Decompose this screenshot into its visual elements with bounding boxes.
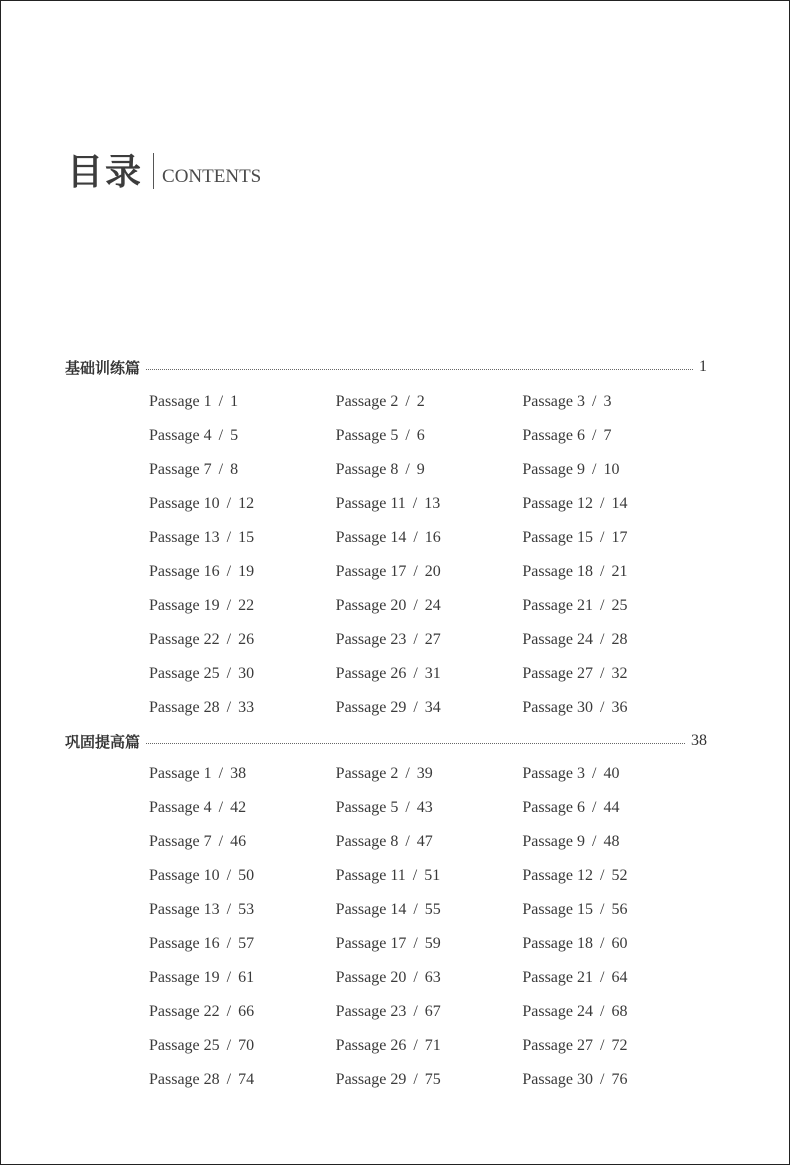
passage-label: Passage 10 <box>149 867 220 884</box>
slash-separator: / <box>226 529 232 546</box>
passage-label: Passage 27 <box>522 665 593 682</box>
passage-label: Passage 13 <box>149 901 220 918</box>
slash-separator: / <box>600 901 605 918</box>
passage-label: Passage 22 <box>149 631 220 648</box>
toc-entry[interactable] <box>336 393 523 411</box>
passage-label: Passage 6 <box>522 799 585 816</box>
slash-separator: / <box>218 427 224 444</box>
toc-entry[interactable] <box>149 1003 336 1021</box>
passage-page-number: 31 <box>424 665 441 682</box>
toc-entry[interactable] <box>522 631 709 649</box>
passage-page-number: 64 <box>611 969 628 986</box>
passage-page-number: 16 <box>424 529 441 546</box>
passage-page-number: 13 <box>424 495 441 512</box>
passage-label: Passage 25 <box>149 1037 220 1054</box>
slash-separator: / <box>592 427 597 444</box>
passage-label: Passage 24 <box>522 631 593 648</box>
passage-page-number: 48 <box>603 833 620 850</box>
toc-entry[interactable] <box>522 495 709 513</box>
passage-page-number: 34 <box>424 699 441 716</box>
toc-row <box>149 995 709 1029</box>
toc-entry[interactable] <box>522 563 709 581</box>
slash-separator: / <box>226 597 232 614</box>
passage-label: Passage 5 <box>335 799 399 816</box>
section-title: 基础训练篇 <box>65 358 141 377</box>
passage-page-number: 71 <box>424 1037 441 1054</box>
slash-separator: / <box>226 935 232 952</box>
toc-entry[interactable] <box>522 867 709 885</box>
toc-entry[interactable] <box>336 833 523 851</box>
toc-entry[interactable] <box>149 1071 336 1089</box>
slash-separator: / <box>412 495 418 512</box>
slash-separator: / <box>413 529 418 546</box>
section-1-entries <box>149 385 709 725</box>
passage-page-number: 12 <box>238 495 255 512</box>
toc-entry[interactable] <box>522 833 709 851</box>
page-title-chinese: 目录 <box>67 152 144 193</box>
slash-separator: / <box>600 529 605 546</box>
section-page-number: 1 <box>699 358 707 375</box>
passage-page-number: 56 <box>611 901 628 918</box>
slash-separator: / <box>413 563 418 580</box>
passage-page-number: 44 <box>603 799 620 816</box>
slash-separator: / <box>405 393 410 410</box>
passage-page-number: 5 <box>230 427 239 444</box>
slash-separator: / <box>600 495 605 512</box>
passage-label: Passage 2 <box>335 393 399 410</box>
passage-page-number: 63 <box>424 969 441 986</box>
section-2-entries <box>149 757 709 1097</box>
toc-entry[interactable] <box>336 631 523 649</box>
passage-page-number: 8 <box>230 461 239 478</box>
passage-label: Passage 13 <box>149 529 220 546</box>
passage-page-number: 38 <box>230 765 247 782</box>
toc-entry[interactable] <box>149 1037 336 1055</box>
slash-separator: / <box>405 427 410 444</box>
passage-page-number: 40 <box>603 765 620 782</box>
slash-separator: / <box>226 631 232 648</box>
toc-entry[interactable] <box>522 461 709 479</box>
passage-label: Passage 4 <box>149 427 212 444</box>
passage-label: Passage 16 <box>149 935 220 952</box>
toc-entry[interactable] <box>522 529 709 547</box>
passage-page-number: 47 <box>416 833 433 850</box>
passage-label: Passage 28 <box>149 1071 220 1088</box>
passage-label: Passage 15 <box>522 901 593 918</box>
toc-entry[interactable] <box>522 699 709 717</box>
toc-entry[interactable] <box>522 393 709 411</box>
passage-label: Passage 14 <box>335 901 407 918</box>
toc-entry[interactable] <box>336 1071 523 1089</box>
passage-label: Passage 17 <box>335 563 407 580</box>
passage-page-number: 51 <box>424 867 441 884</box>
slash-separator: / <box>218 833 224 850</box>
toc-row <box>149 791 709 825</box>
passage-page-number: 72 <box>611 1037 628 1054</box>
passage-page-number: 14 <box>611 495 628 512</box>
dotted-leader <box>146 369 693 370</box>
passage-page-number: 15 <box>238 529 255 546</box>
passage-label: Passage 12 <box>522 495 593 512</box>
passage-label: Passage 3 <box>522 765 585 782</box>
toc-entry[interactable] <box>336 935 523 953</box>
toc-entry[interactable] <box>336 901 523 919</box>
passage-page-number: 68 <box>611 1003 628 1020</box>
section-title: 巩固提高篇 <box>65 732 141 751</box>
passage-label: Passage 23 <box>335 631 407 648</box>
slash-separator: / <box>600 699 605 716</box>
toc-entry[interactable] <box>522 799 709 817</box>
toc-entry[interactable] <box>149 495 336 513</box>
slash-separator: / <box>600 1003 605 1020</box>
slash-separator: / <box>226 1037 232 1054</box>
passage-page-number: 10 <box>603 461 620 478</box>
passage-label: Passage 11 <box>335 495 406 512</box>
passage-label: Passage 10 <box>149 495 220 512</box>
passage-label: Passage 28 <box>149 699 220 716</box>
slash-separator: / <box>600 935 605 952</box>
slash-separator: / <box>218 765 224 782</box>
slash-separator: / <box>226 1071 232 1088</box>
passage-label: Passage 7 <box>149 461 212 478</box>
passage-label: Passage 26 <box>335 665 407 682</box>
passage-label: Passage 7 <box>149 833 212 850</box>
slash-separator: / <box>413 969 418 986</box>
toc-entry[interactable] <box>522 901 709 919</box>
passage-page-number: 61 <box>238 969 255 986</box>
passage-page-number: 1 <box>230 393 239 410</box>
passage-label: Passage 22 <box>149 1003 220 1020</box>
toc-entry[interactable] <box>336 495 523 513</box>
passage-page-number: 32 <box>611 665 628 682</box>
toc-entry[interactable] <box>149 901 336 919</box>
passage-label: Passage 21 <box>522 597 593 614</box>
passage-page-number: 33 <box>238 699 255 716</box>
passage-label: Passage 8 <box>335 461 399 478</box>
toc-entry[interactable] <box>149 597 336 615</box>
passage-label: Passage 11 <box>335 867 406 884</box>
toc-entry[interactable] <box>522 597 709 615</box>
slash-separator: / <box>600 563 605 580</box>
passage-page-number: 60 <box>611 935 628 952</box>
slash-separator: / <box>405 833 410 850</box>
toc-entry[interactable] <box>149 935 336 953</box>
toc-entry[interactable] <box>149 393 336 411</box>
toc-row <box>149 521 709 555</box>
slash-separator: / <box>405 461 410 478</box>
passage-page-number: 7 <box>603 427 612 444</box>
slash-separator: / <box>226 495 232 512</box>
toc-row <box>149 961 709 995</box>
passage-label: Passage 3 <box>522 393 585 410</box>
toc-entry[interactable] <box>149 665 336 683</box>
passage-label: Passage 2 <box>335 765 399 782</box>
slash-separator: / <box>600 597 605 614</box>
slash-separator: / <box>413 597 418 614</box>
slash-separator: / <box>592 833 597 850</box>
slash-separator: / <box>412 867 418 884</box>
passage-label: Passage 4 <box>149 799 212 816</box>
passage-label: Passage 27 <box>522 1037 593 1054</box>
passage-page-number: 17 <box>611 529 628 546</box>
passage-label: Passage 30 <box>522 1071 593 1088</box>
slash-separator: / <box>592 765 597 782</box>
toc-entry[interactable] <box>149 833 336 851</box>
passage-label: Passage 17 <box>335 935 407 952</box>
passage-page-number: 28 <box>611 631 628 648</box>
toc-entry[interactable] <box>149 867 336 885</box>
passage-page-number: 57 <box>238 935 255 952</box>
passage-label: Passage 19 <box>149 969 220 986</box>
toc-entry[interactable] <box>149 765 336 783</box>
slash-separator: / <box>592 799 597 816</box>
toc-row <box>149 623 709 657</box>
passage-page-number: 59 <box>424 935 441 952</box>
passage-page-number: 26 <box>238 631 255 648</box>
passage-page-number: 74 <box>238 1071 255 1088</box>
passage-page-number: 39 <box>416 765 433 782</box>
slash-separator: / <box>226 901 232 918</box>
passage-label: Passage 1 <box>149 765 212 782</box>
passage-page-number: 25 <box>611 597 628 614</box>
toc-entry[interactable] <box>149 699 336 717</box>
slash-separator: / <box>600 631 605 648</box>
toc-row <box>149 385 709 419</box>
passage-page-number: 20 <box>424 563 441 580</box>
passage-label: Passage 21 <box>522 969 593 986</box>
toc-row <box>149 757 709 791</box>
dotted-leader <box>146 743 685 744</box>
section-heading-2[interactable] <box>65 729 707 753</box>
slash-separator: / <box>600 969 605 986</box>
toc-row <box>149 419 709 453</box>
slash-separator: / <box>413 1071 418 1088</box>
slash-separator: / <box>218 799 224 816</box>
passage-page-number: 3 <box>603 393 612 410</box>
passage-label: Passage 14 <box>335 529 407 546</box>
toc-entry[interactable] <box>522 1003 709 1021</box>
toc-row <box>149 589 709 623</box>
passage-label: Passage 9 <box>522 833 585 850</box>
passage-page-number: 19 <box>238 563 255 580</box>
title-divider <box>153 153 154 189</box>
passage-label: Passage 18 <box>522 563 593 580</box>
slash-separator: / <box>405 799 410 816</box>
slash-separator: / <box>413 1003 418 1020</box>
passage-page-number: 67 <box>424 1003 441 1020</box>
toc-entry[interactable] <box>336 799 523 817</box>
slash-separator: / <box>413 1037 418 1054</box>
slash-separator: / <box>600 665 605 682</box>
slash-separator: / <box>405 765 410 782</box>
toc-entry[interactable] <box>336 1003 523 1021</box>
passage-page-number: 46 <box>230 833 247 850</box>
slash-separator: / <box>413 699 418 716</box>
slash-separator: / <box>413 935 418 952</box>
passage-label: Passage 24 <box>522 1003 593 1020</box>
toc-entry[interactable] <box>522 935 709 953</box>
passage-page-number: 9 <box>416 461 425 478</box>
toc-row <box>149 825 709 859</box>
passage-label: Passage 29 <box>335 699 407 716</box>
slash-separator: / <box>226 969 232 986</box>
toc-entry[interactable] <box>522 969 709 987</box>
slash-separator: / <box>218 461 224 478</box>
passage-label: Passage 20 <box>335 597 407 614</box>
slash-separator: / <box>413 901 418 918</box>
toc-row <box>149 453 709 487</box>
passage-page-number: 50 <box>238 867 255 884</box>
toc-row <box>149 1063 709 1097</box>
toc-entry[interactable] <box>149 799 336 817</box>
passage-page-number: 22 <box>238 597 255 614</box>
toc-row <box>149 691 709 725</box>
toc-entry[interactable] <box>336 699 523 717</box>
passage-page-number: 76 <box>611 1071 628 1088</box>
slash-separator: / <box>226 563 232 580</box>
section-page-number: 38 <box>691 732 707 749</box>
passage-page-number: 75 <box>424 1071 441 1088</box>
passage-label: Passage 1 <box>149 393 212 410</box>
toc-entry[interactable] <box>336 461 523 479</box>
toc-entry[interactable] <box>149 427 336 445</box>
toc-entry[interactable] <box>522 765 709 783</box>
slash-separator: / <box>218 393 224 410</box>
passage-page-number: 24 <box>424 597 441 614</box>
toc-entry[interactable] <box>522 427 709 445</box>
toc-row <box>149 927 709 961</box>
toc-entry[interactable] <box>336 529 523 547</box>
slash-separator: / <box>600 1071 605 1088</box>
slash-separator: / <box>226 867 232 884</box>
toc-entry[interactable] <box>522 1071 709 1089</box>
passage-label: Passage 9 <box>522 461 585 478</box>
passage-page-number: 6 <box>416 427 425 444</box>
contents-title <box>67 151 261 195</box>
passage-page-number: 55 <box>424 901 441 918</box>
passage-page-number: 70 <box>238 1037 255 1054</box>
toc-entry[interactable] <box>336 1037 523 1055</box>
toc-entry[interactable] <box>336 969 523 987</box>
passage-label: Passage 15 <box>522 529 593 546</box>
toc-entry[interactable] <box>336 665 523 683</box>
slash-separator: / <box>413 665 418 682</box>
passage-label: Passage 30 <box>522 699 593 716</box>
toc-entry[interactable] <box>149 969 336 987</box>
toc-row <box>149 657 709 691</box>
passage-label: Passage 29 <box>335 1071 407 1088</box>
passage-label: Passage 19 <box>149 597 220 614</box>
passage-label: Passage 18 <box>522 935 593 952</box>
passage-label: Passage 23 <box>335 1003 407 1020</box>
slash-separator: / <box>226 665 232 682</box>
passage-page-number: 36 <box>611 699 628 716</box>
toc-entry[interactable] <box>149 631 336 649</box>
passage-label: Passage 6 <box>522 427 585 444</box>
passage-page-number: 42 <box>230 799 247 816</box>
toc-row <box>149 555 709 589</box>
toc-entry[interactable] <box>336 867 523 885</box>
passage-page-number: 2 <box>416 393 425 410</box>
slash-separator: / <box>592 461 597 478</box>
toc-entry[interactable] <box>149 529 336 547</box>
slash-separator: / <box>413 631 418 648</box>
passage-label: Passage 16 <box>149 563 220 580</box>
toc-row <box>149 859 709 893</box>
passage-label: Passage 20 <box>335 969 407 986</box>
toc-entry[interactable] <box>149 563 336 581</box>
passage-page-number: 27 <box>424 631 441 648</box>
toc-entry[interactable] <box>336 427 523 445</box>
slash-separator: / <box>592 393 597 410</box>
passage-label: Passage 26 <box>335 1037 407 1054</box>
slash-separator: / <box>600 867 605 884</box>
toc-entry[interactable] <box>522 665 709 683</box>
passage-label: Passage 12 <box>522 867 593 884</box>
passage-page-number: 30 <box>238 665 255 682</box>
toc-row <box>149 893 709 927</box>
toc-row <box>149 1029 709 1063</box>
toc-entry[interactable] <box>522 1037 709 1055</box>
passage-label: Passage 5 <box>335 427 399 444</box>
passage-page-number: 53 <box>238 901 255 918</box>
toc-entry[interactable] <box>336 597 523 615</box>
toc-entry[interactable] <box>336 563 523 581</box>
passage-page-number: 21 <box>611 563 628 580</box>
passage-label: Passage 8 <box>335 833 399 850</box>
toc-entry[interactable] <box>149 461 336 479</box>
slash-separator: / <box>226 699 232 716</box>
passage-page-number: 43 <box>416 799 433 816</box>
passage-page-number: 66 <box>238 1003 255 1020</box>
page-title-english: CONTENTS <box>162 166 262 187</box>
toc-row <box>149 487 709 521</box>
section-heading-1[interactable] <box>65 355 707 379</box>
passage-label: Passage 25 <box>149 665 220 682</box>
passage-page-number: 52 <box>611 867 628 884</box>
toc-entry[interactable] <box>336 765 523 783</box>
slash-separator: / <box>226 1003 232 1020</box>
slash-separator: / <box>600 1037 605 1054</box>
